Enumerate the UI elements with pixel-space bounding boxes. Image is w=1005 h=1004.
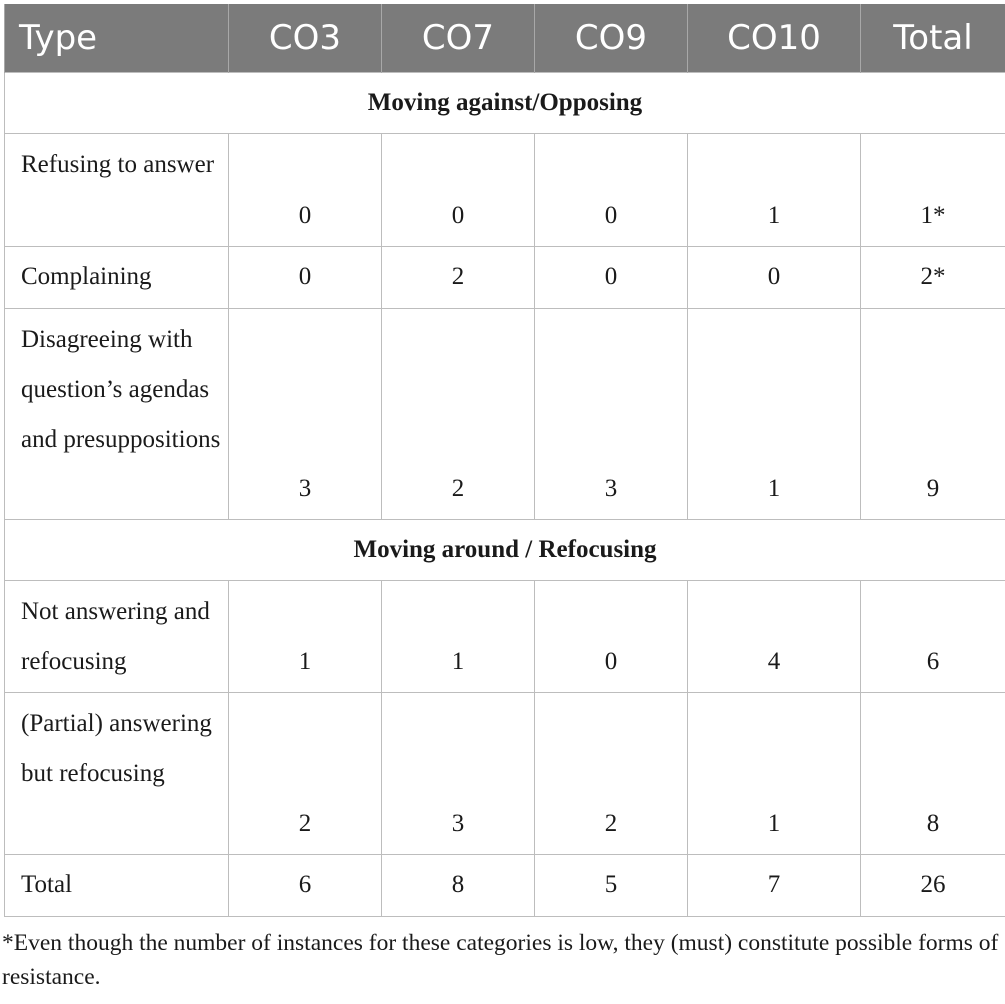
table-row xyxy=(5,692,1005,854)
header-row xyxy=(5,4,1005,72)
cell-co7: 1 xyxy=(382,580,535,692)
table-footnote: *Even though the number of instances for these categories is low, they (must) constitute possible forms of resistance. xyxy=(2,930,999,990)
cell-co7: 2 xyxy=(382,308,535,519)
cell-co7: 2 xyxy=(382,246,535,308)
cell-co3: 3 xyxy=(229,308,382,519)
cell-co3: 0 xyxy=(229,133,382,246)
cell-co9: 2 xyxy=(535,692,688,854)
table-row xyxy=(5,133,1005,246)
cell-co9: 3 xyxy=(535,308,688,519)
row-type: Total xyxy=(5,854,229,916)
table-row xyxy=(5,246,1005,308)
cell-total: 2* xyxy=(861,246,1005,308)
cell-co9: 0 xyxy=(535,133,688,246)
section-title: Moving against/Opposing xyxy=(5,72,1005,133)
column-header-co10: CO10 xyxy=(688,4,861,72)
table-header xyxy=(5,4,1005,72)
cell-total: 6 xyxy=(861,580,1005,692)
column-header-total: Total xyxy=(861,4,1005,72)
cell-total: 8 xyxy=(861,692,1005,854)
cell-co7: 3 xyxy=(382,692,535,854)
cell-total: 1* xyxy=(861,133,1005,246)
row-type: (Partial) answering but refocusing xyxy=(5,692,229,854)
column-header-type: Type xyxy=(5,4,229,72)
cell-co10: 4 xyxy=(688,580,861,692)
cell-co10: 1 xyxy=(688,692,861,854)
cell-co3: 0 xyxy=(229,246,382,308)
cell-co10: 7 xyxy=(688,854,861,916)
cell-total: 26 xyxy=(861,854,1005,916)
cell-co9: 5 xyxy=(535,854,688,916)
section-row-opposing xyxy=(5,72,1005,133)
cell-co9: 0 xyxy=(535,580,688,692)
cell-co3: 2 xyxy=(229,692,382,854)
cell-co10: 1 xyxy=(688,133,861,246)
cell-co7: 8 xyxy=(382,854,535,916)
cell-total: 9 xyxy=(861,308,1005,519)
section-title: Moving around / Refocusing xyxy=(5,519,1005,580)
row-type: Disagreeing with question’s agendas and presuppositions xyxy=(5,308,229,519)
table-row xyxy=(5,308,1005,519)
row-type: Complaining xyxy=(5,246,229,308)
column-header-co7: CO7 xyxy=(382,4,535,72)
cell-co7: 0 xyxy=(382,133,535,246)
cell-co3: 1 xyxy=(229,580,382,692)
row-type: Refusing to answer xyxy=(5,133,229,246)
cell-co9: 0 xyxy=(535,246,688,308)
total-row xyxy=(5,854,1005,916)
column-header-co9: CO9 xyxy=(535,4,688,72)
cell-co10: 0 xyxy=(688,246,861,308)
resistance-table xyxy=(4,4,1005,917)
row-type: Not answering and refocusing xyxy=(5,580,229,692)
table-body xyxy=(5,72,1005,916)
cell-co10: 1 xyxy=(688,308,861,519)
column-header-co3: CO3 xyxy=(229,4,382,72)
table-row xyxy=(5,580,1005,692)
cell-co3: 6 xyxy=(229,854,382,916)
section-row-refocusing xyxy=(5,519,1005,580)
